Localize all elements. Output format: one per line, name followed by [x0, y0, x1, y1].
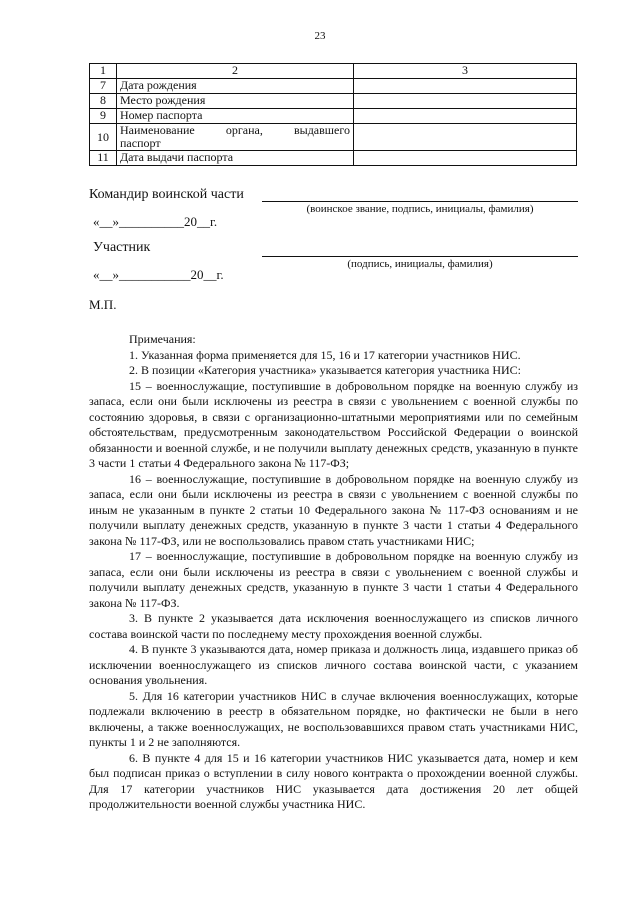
- note-paragraph: 3. В пункте 2 указывается дата исключения военнослужащего из списков личного состава воинской части по последнему месту прохождения военной службы.: [89, 611, 578, 641]
- note-paragraph: 15 – военнослужащие, поступившие в добровольном порядке на военную службу из запаса, если они были исключены из реестра в связи с увольнением с военной службы по состоянию здоровья, в связи с организационно-штатными мероприятиями или по семейным обстоятельствам, предусмотренным законодательством Российской Федерации о воинской обязанности и военной службе, и не получили выплату денежных средств, указанную в пункте 3 части 1 статьи 4 Федерального закона № 117-ФЗ;: [89, 378, 578, 470]
- note-paragraph: 6. В пункте 4 для 15 и 16 категории участников НИС указывается дата, номер и кем был подписан приказ о вступлении в силу нового контракта о прохождении военной службы. Для 17 категории участников НИС указывается дата достижения 20 лет общей продолжительности военной службы участника НИС.: [89, 750, 578, 811]
- table-header-cell: 2: [117, 64, 354, 79]
- note-paragraph: 5. Для 16 категории участников НИС в случае включения военнослужащих, которые подлежали включению в реестр в обязательном порядке, но фактически не были в него включены, а также военнослужащих, не воспользовавшихся правом стать участниками НИС, пункты 1 и 2 не заполняются.: [89, 688, 578, 749]
- note-paragraph: 17 – военнослужащие, поступившие в добровольном порядке на военную службу из запаса, если они были исключены из реестра в связи с увольнением с военной службы и получили выплату денежных средств, указанную в пункте 3 части 1 статьи 4 Федерального закона № 117-ФЗ.: [89, 549, 578, 610]
- participant-date[interactable]: «__»___________20__г.: [93, 267, 224, 282]
- row-number: 9: [90, 109, 117, 124]
- row-value: [354, 79, 577, 94]
- row-number: 8: [90, 94, 117, 109]
- table-row: [90, 124, 577, 151]
- row-label: [117, 124, 354, 151]
- row-number: 10: [90, 124, 117, 151]
- page-number: 23: [314, 30, 326, 42]
- stamp-placeholder: М.П.: [89, 297, 117, 312]
- row-number: 11: [90, 151, 117, 166]
- commander-label: Командир воинской части: [89, 187, 244, 202]
- row-value: [354, 124, 577, 151]
- notes-section: [89, 332, 578, 813]
- table-row: [90, 94, 577, 109]
- row-value: [354, 151, 577, 166]
- participant-label: Участник: [93, 240, 151, 255]
- row-label: Дата выдачи паспорта: [117, 151, 354, 166]
- row-value: [354, 94, 577, 109]
- row-label: Дата рождения: [117, 79, 354, 94]
- row-label: Место рождения: [117, 94, 354, 109]
- notes-title: Примечания:: [129, 332, 196, 346]
- note-paragraph: 1. Указанная форма применяется для 15, 16 и 17 категории участников НИС.: [129, 347, 521, 362]
- commander-caption: (воинское звание, подпись, инициалы, фамилия): [306, 203, 534, 215]
- note-paragraph: 4. В пункте 3 указываются дата, номер приказа и должность лица, издавшего приказ об исключении военнослужащего из списков личного состава воинской части, с указанием основания увольнения.: [89, 642, 578, 687]
- row-label: Номер паспорта: [117, 109, 354, 124]
- table-header-cell: 1: [90, 64, 117, 79]
- note-paragraph: 16 – военнослужащие, поступившие в добровольном порядке на военную службу из запаса, если они были исключены из реестра в связи с увольнением с военной службы по иным не указанным в пункте 2 статьи 10 Федерального закона № 117-ФЗ основаниям и не получили выплату денежных средств, указанную в пункте 3 части 1 статьи 4 Федерального закона № 117-ФЗ, или не воспользовались правом стать участниками НИС;: [89, 471, 578, 548]
- participant-signature-line[interactable]: [262, 256, 578, 257]
- row-label-line: паспорт: [120, 136, 161, 150]
- passport-data-table: [89, 63, 577, 166]
- table-header-row: [90, 64, 577, 79]
- participant-caption: (подпись, инициалы, фамилия): [347, 258, 493, 270]
- commander-signature-line[interactable]: [262, 201, 578, 202]
- row-number: 7: [90, 79, 117, 94]
- table-header-cell: 3: [354, 64, 577, 79]
- note-paragraph: 2. В позиции «Категория участника» указывается категория участника НИС:: [129, 363, 521, 377]
- row-label-line: Наименование органа, выдавшего: [120, 123, 350, 137]
- commander-date[interactable]: «__»__________20__г.: [93, 214, 218, 229]
- table-row: [90, 79, 577, 94]
- row-value: [354, 109, 577, 124]
- table-row: [90, 109, 577, 124]
- table-row: [90, 151, 577, 166]
